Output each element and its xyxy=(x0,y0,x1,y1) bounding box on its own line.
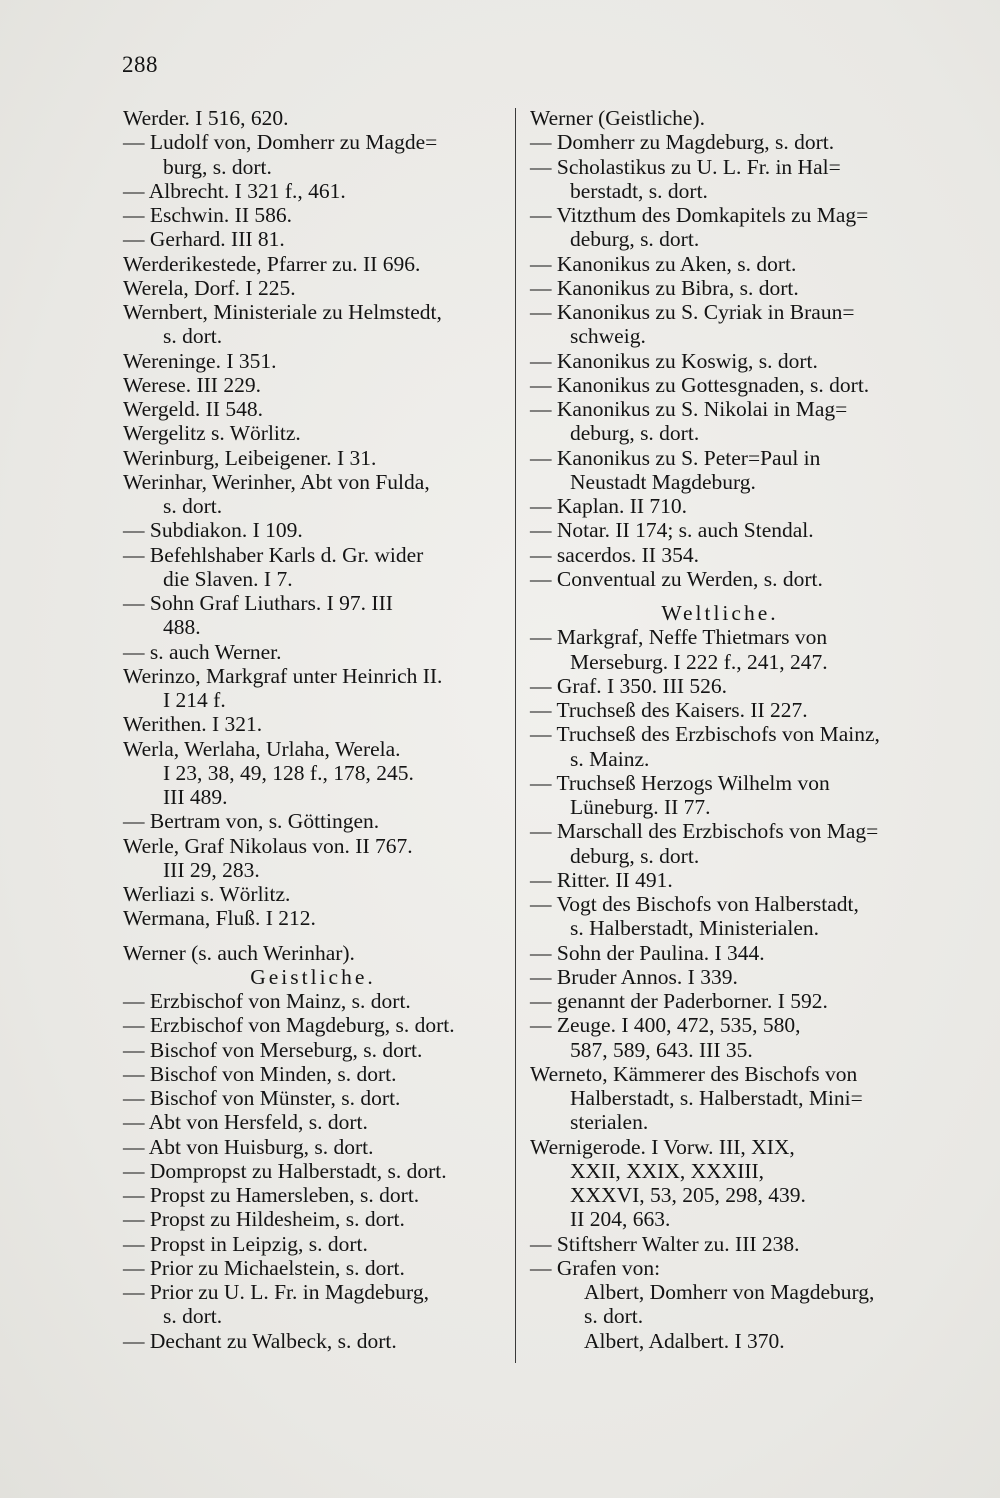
index-line: Albert, Adalbert. I 370. xyxy=(584,1328,785,1353)
index-line: Neustadt Magdeburg. xyxy=(570,469,756,494)
index-line: Wermana, Fluß. I 212. xyxy=(123,906,316,931)
index-line: sterialen. xyxy=(570,1110,649,1135)
index-line: — Scholastikus zu U. L. Fr. in Hal= xyxy=(530,154,841,179)
index-line: — Vogt des Bischofs von Halberstadt, xyxy=(530,892,859,916)
index-line: deburg, s. dort. xyxy=(570,843,700,868)
index-line: Werner (Geistliche). xyxy=(530,106,705,130)
index-line: — Grafen von: xyxy=(530,1255,661,1280)
index-line: Merseburg. I 222 f., 241, 247. xyxy=(570,649,828,674)
index-line: Werle, Graf Nikolaus von. II 767. xyxy=(123,833,413,858)
index-line: — Kanonikus zu Gottesgnaden, s. dort. xyxy=(530,372,870,397)
index-line: — Bruder Annos. I 339. xyxy=(530,964,738,989)
index-line: — Conventual zu Werden, s. dort. xyxy=(530,566,823,591)
index-line: — Erzbischof von Magdeburg, s. dort. xyxy=(123,1013,455,1038)
index-line: deburg, s. dort. xyxy=(570,227,700,252)
page-number: 288 xyxy=(122,52,158,77)
index-line: — Ludolf von, Domherr zu Magde= xyxy=(123,130,438,155)
index-line: — Vitzthum des Domkapitels zu Mag= xyxy=(530,203,869,227)
index-line: — Marschall des Erzbischofs von Mag= xyxy=(530,819,879,844)
index-line: s. dort. xyxy=(163,324,223,349)
index-line: Wernigerode. I Vorw. III, XIX, xyxy=(530,1134,795,1159)
index-line: Halberstadt, s. Halberstadt, Mini= xyxy=(570,1086,863,1110)
index-line: — Gerhard. III 81. xyxy=(123,227,285,252)
index-line: — genannt der Paderborner. I 592. xyxy=(530,989,828,1013)
index-line: — Befehlshaber Karls d. Gr. wider xyxy=(123,542,424,567)
index-line: — Sohn der Paulina. I 344. xyxy=(530,940,765,965)
index-line: — Bischof von Münster, s. dort. xyxy=(123,1086,401,1110)
index-line: deburg, s. dort. xyxy=(570,421,700,446)
index-line: — Kanonikus zu Aken, s. dort. xyxy=(530,251,797,276)
index-line: II 204, 663. xyxy=(570,1207,671,1232)
index-line: schweig. xyxy=(570,324,646,349)
index-line: — Bischof von Merseburg, s. dort. xyxy=(123,1037,423,1062)
index-line: — Truchseß Herzogs Wilhelm von xyxy=(530,770,830,795)
index-column-right xyxy=(530,106,910,1353)
index-line: Lüneburg. II 77. xyxy=(570,795,711,819)
index-line: — Kanonikus zu S. Peter=Paul in xyxy=(530,445,821,470)
index-line: Werliazi s. Wörlitz. xyxy=(123,882,291,906)
index-line: I 214 f. xyxy=(163,688,226,712)
index-line: Werese. III 229. xyxy=(123,372,261,397)
index-line: Werner (s. auch Werinhar). xyxy=(123,940,355,965)
index-line: III 489. xyxy=(163,785,228,809)
index-line: Wernbert, Ministeriale zu Helmstedt, xyxy=(123,300,442,324)
index-line: Werneto, Kämmerer des Bischofs von xyxy=(530,1061,858,1086)
index-line: die Slaven. I 7. xyxy=(163,566,293,591)
index-line: s. dort. xyxy=(584,1304,644,1329)
index-line: — Subdiakon. I 109. xyxy=(123,518,303,543)
index-line: — s. auch Werner. xyxy=(123,639,282,664)
index-line: — Prior zu U. L. Fr. in Magdeburg, xyxy=(123,1280,429,1304)
index-line: Werithen. I 321. xyxy=(123,712,263,737)
index-line: — Propst zu Hildesheim, s. dort. xyxy=(123,1207,405,1232)
index-line: — Kanonikus zu Koswig, s. dort. xyxy=(530,348,818,373)
index-line: s. dort. xyxy=(163,1304,223,1329)
index-line: Werela, Dorf. I 225. xyxy=(123,275,296,300)
index-line: — Propst in Leipzig, s. dort. xyxy=(123,1231,368,1256)
index-line: s. Mainz. xyxy=(570,746,650,771)
index-line: — Dompropst zu Halberstadt, s. dort. xyxy=(123,1158,447,1183)
index-line: — Propst zu Hamersleben, s. dort. xyxy=(123,1183,420,1207)
index-line: s. Halberstadt, Ministerialen. xyxy=(570,916,819,941)
index-line: — Truchseß des Erzbischofs von Mainz, xyxy=(530,722,880,747)
index-line: — Ritter. II 491. xyxy=(530,867,673,892)
index-line: XXXVI, 53, 205, 298, 439. xyxy=(570,1183,806,1207)
index-line: burg, s. dort. xyxy=(163,154,272,179)
index-line: — Dechant zu Walbeck, s. dort. xyxy=(123,1328,397,1353)
index-line: — Kanonikus zu S. Nikolai in Mag= xyxy=(530,397,848,421)
index-line: Werinhar, Werinher, Abt von Fulda, xyxy=(123,469,430,494)
index-line: — Stiftsherr Walter zu. III 238. xyxy=(530,1231,800,1256)
index-line: — Kanonikus zu Bibra, s. dort. xyxy=(530,275,799,300)
index-line: — Bischof von Minden, s. dort. xyxy=(123,1061,397,1086)
index-line: — Sohn Graf Liuthars. I 97. III xyxy=(123,591,393,615)
index-line: Werinburg, Leibeigener. I 31. xyxy=(123,445,377,470)
index-line: — Bertram von, s. Göttingen. xyxy=(123,809,380,834)
index-line: — sacerdos. II 354. xyxy=(530,542,699,567)
index-line: Werla, Werlaha, Urlaha, Werela. xyxy=(123,736,401,761)
index-column-left xyxy=(123,106,503,1353)
index-line: — Eschwin. II 586. xyxy=(123,203,292,227)
index-line: — Kaplan. II 710. xyxy=(530,494,688,518)
index-line: s. dort. xyxy=(163,494,223,518)
index-line: — Albrecht. I 321 f., 461. xyxy=(123,178,346,203)
index-line: — Zeuge. I 400, 472, 535, 580, xyxy=(530,1013,801,1038)
index-line: Wereninge. I 351. xyxy=(123,348,277,373)
index-line: Wergeld. II 548. xyxy=(123,397,263,421)
index-line: Werinzo, Markgraf unter Heinrich II. xyxy=(123,663,443,688)
index-line: — Prior zu Michaelstein, s. dort. xyxy=(123,1255,405,1280)
index-line: — Kanonikus zu S. Cyriak in Braun= xyxy=(530,300,855,324)
section-heading: Weltliche. xyxy=(661,601,779,625)
index-line: — Notar. II 174; s. auch Stendal. xyxy=(530,518,814,543)
index-line: 587, 589, 643. III 35. xyxy=(570,1037,753,1062)
index-line: Werderikestede, Pfarrer zu. II 696. xyxy=(123,251,421,276)
index-line: — Erzbischof von Mainz, s. dort. xyxy=(123,989,411,1013)
index-line: I 23, 38, 49, 128 f., 178, 245. xyxy=(163,760,414,785)
index-line: 488. xyxy=(163,615,201,640)
index-line: — Graf. I 350. III 526. xyxy=(530,673,728,698)
index-line: Albert, Domherr von Magdeburg, xyxy=(584,1280,875,1304)
index-line: XXII, XXIX, XXXIII, xyxy=(570,1158,765,1183)
column-divider xyxy=(515,108,516,1363)
index-line: III 29, 283. xyxy=(163,857,260,882)
index-line: — Abt von Hersfeld, s. dort. xyxy=(123,1110,368,1135)
index-line: — Truchseß des Kaisers. II 227. xyxy=(530,698,808,722)
index-line: Wergelitz s. Wörlitz. xyxy=(123,421,301,446)
index-line: — Domherr zu Magdeburg, s. dort. xyxy=(530,130,835,155)
index-line: — Markgraf, Neffe Thietmars von xyxy=(530,625,828,650)
section-heading: Geistliche. xyxy=(250,964,376,989)
index-line: berstadt, s. dort. xyxy=(570,178,708,203)
index-line: Werder. I 516, 620. xyxy=(123,106,289,130)
index-line: — Abt von Huisburg, s. dort. xyxy=(123,1134,374,1159)
